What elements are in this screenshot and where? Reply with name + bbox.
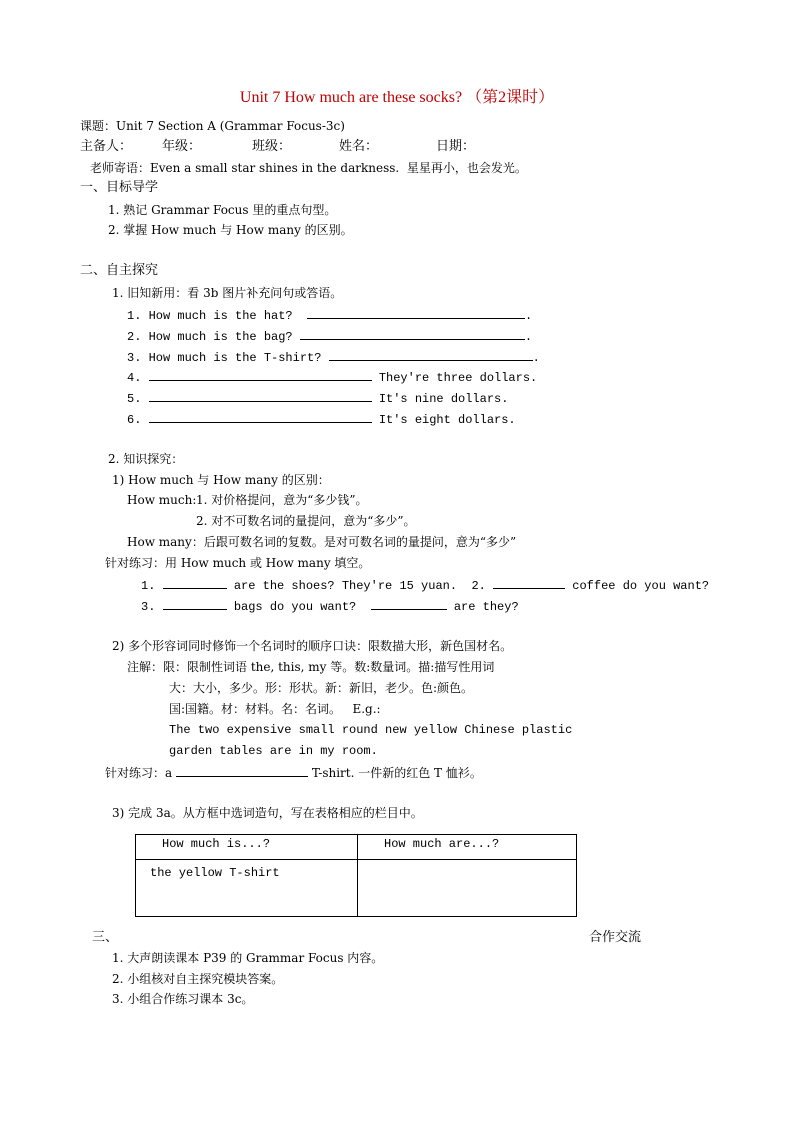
- question-1: 1. How much is the hat? .: [127, 306, 532, 324]
- table-header: How much is...?: [136, 835, 358, 860]
- question-blank-4[interactable]: [149, 368, 372, 381]
- question-blank-6[interactable]: [149, 410, 372, 423]
- question-blank-5[interactable]: [149, 389, 372, 402]
- note-line-3: 国:国籍。材：材料。名：名词。 E.g.:: [169, 702, 381, 716]
- practice2-line: 针对练习：a T-shirt. 一件新的红色 T 恤衫。: [105, 766, 482, 780]
- preparer-label: 主备人：: [80, 139, 133, 154]
- section3-item: 1. 大声朗读课本 P39 的 Grammar Focus 内容。: [112, 951, 384, 965]
- name-label: 姓名：: [339, 139, 379, 154]
- class-label: 班级：: [252, 139, 292, 154]
- note-line-1: 注解：限：限制性词语 the, this, my 等。数:数量词。描:描写性用词: [127, 660, 495, 674]
- practice-line-2: 3. bags do you want? are they?: [141, 597, 519, 615]
- part1-heading: 1. 旧知新用：看 3b 图片补充问句或答语。: [112, 286, 343, 300]
- practice1-heading: 针对练习：用 How much 或 How many 填空。: [105, 556, 371, 570]
- practice2-blank[interactable]: [176, 764, 308, 777]
- question-6: 6. It's eight dollars.: [127, 410, 516, 428]
- part2-heading: 2. 知识探究：: [108, 452, 184, 466]
- practice-line-1: 1. are the shoes? They're 15 yuan. 2. coffee do you want?: [141, 576, 709, 594]
- topic-line: 课题：Unit 7 Section A (Grammar Focus-3c): [80, 119, 345, 133]
- sub2-heading: 2) 多个形容词同时修饰一个名词时的顺序口诀：限数描大形，新色国材名。: [112, 639, 513, 653]
- question-4: 4. They're three dollars.: [127, 368, 537, 386]
- answer-table: [135, 834, 577, 917]
- example-line-2: garden tables are in my room.: [169, 744, 378, 758]
- question-2: 2. How much is the bag? .: [127, 327, 532, 345]
- example-line-1: The two expensive small round new yellow Chinese plastic: [169, 723, 573, 737]
- table-cell[interactable]: the yellow T-shirt: [136, 860, 358, 917]
- question-3: 3. How much is the T-shirt? .: [127, 348, 540, 366]
- practice-blank-4[interactable]: [371, 597, 447, 610]
- section3-heading-right: 合作交流: [589, 930, 642, 945]
- sub1-heading: 1) How much 与 How many 的区别：: [112, 473, 330, 487]
- section3-item: 2. 小组核对自主探究模块答案。: [112, 972, 284, 986]
- sub3-heading: 3) 完成 3a。从方框中选词造句，写在表格相应的栏目中。: [112, 806, 423, 820]
- section2-heading: 二、自主探究: [80, 263, 159, 278]
- practice-blank-3[interactable]: [163, 597, 227, 610]
- table-header: How much are...?: [358, 835, 577, 860]
- how-much-label: How much:: [127, 493, 197, 507]
- practice-blank-2[interactable]: [493, 576, 565, 589]
- teacher-quote: 老师寄语：Even a small star shines in the darkness. 星星再小，也会发光。: [90, 161, 527, 175]
- page-title: Unit 7 How much are these socks? （第2课时）: [239, 89, 555, 106]
- section1-heading: 一、目标导学: [80, 180, 159, 195]
- how-many-rule: How many：后跟可数名词的复数。是对可数名词的量提问，意为“多少”: [127, 535, 517, 549]
- question-5: 5. It's nine dollars.: [127, 389, 508, 407]
- how-much-rule-2: 2. 对不可数名词的量提问，意为“多少”。: [196, 514, 416, 528]
- answer-blank-2[interactable]: [300, 327, 525, 340]
- answer-blank-1[interactable]: [307, 306, 525, 319]
- grade-label: 年级：: [162, 139, 202, 154]
- note-line-2: 大：大小，多少。形：形状。新：新旧，老少。色:颜色。: [169, 681, 474, 695]
- section1-item: 1. 熟记 Grammar Focus 里的重点句型。: [108, 203, 337, 217]
- section1-item: 2. 掌握 How much 与 How many 的区别。: [108, 223, 353, 237]
- date-label: 日期：: [436, 139, 476, 154]
- practice-blank-1[interactable]: [163, 576, 227, 589]
- table-cell[interactable]: [358, 860, 577, 917]
- how-much-rule-1: 1. 对价格提问，意为“多少钱”。: [196, 493, 368, 507]
- section3-item: 3. 小组合作练习课本 3c。: [112, 992, 254, 1006]
- answer-blank-3[interactable]: [329, 348, 533, 361]
- section3-heading: 三、: [92, 930, 119, 945]
